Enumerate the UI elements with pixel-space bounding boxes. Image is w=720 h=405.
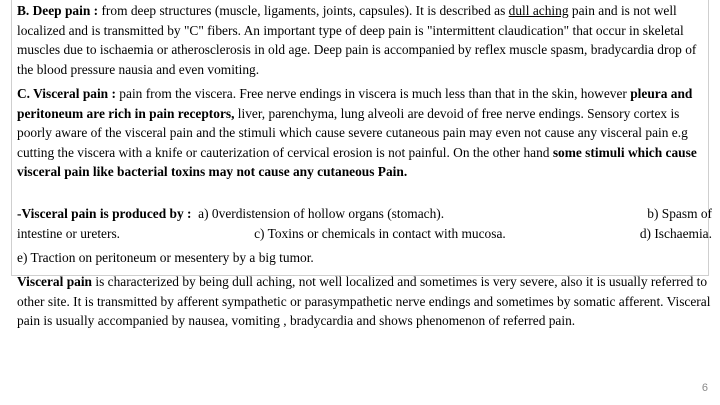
deep-pain-paragraph [17,1,712,79]
deep-pain-text-1: from deep structures (muscle, ligaments, joints, capsules). It is described as [98,3,509,18]
produced-by-heading: -Visceral pain is produced by : [17,206,192,221]
characterized-paragraph [17,272,712,331]
cause-e: e) Traction on peritoneum or mesentery by a big tumor. [17,250,314,265]
slide-number: 6 [701,382,708,394]
cause-c: c) Toxins or chemicals in contact with mucosa. [254,225,506,241]
deep-pain-heading: B. Deep pain : [17,3,99,18]
cause-d: d) Ischaemia. [639,225,712,241]
produced-by-line-2 [17,224,712,244]
visceral-pain-paragraph [17,84,712,182]
characterized-heading: Visceral pain [17,274,93,289]
deep-pain-text-2: pain and is not well localized and is transmitted by "C" fibers. An important type of deep pain is "intermittent claudication" that occur in skeletal muscles due to ischaemia or atherosclerosis in old age. Deep pain is accompanied by reflex muscle spasm, bradycardia drop of the blood pressure nausia and even vomiting. [17,3,697,77]
cause-b-continued: intestine or ureters. [17,225,120,241]
cause-b: b) Spasm of [647,206,712,221]
produced-by-line-1 [17,204,712,224]
visceral-pain-text-1: pain from the viscera. Free nerve endings in viscera is much less than that in the skin, however [115,86,631,101]
visceral-pain-text-2: liver, parenchyma, lung alveoli are devoid of free nerve endings. Sensory cortex is poorly aware of the visceral pain and the stimuli which cause severe cutaneous pain may even not cause any visceral pain e.g cutting the viscera with a knife or cauterization of cervical erosion is not painful. On the other hand [17,105,688,160]
visceral-pain-heading: C. Visceral pain : [17,86,116,101]
produced-by-list [17,204,712,243]
visceral-pain-bold-2: some stimuli which cause visceral pain like bacterial toxins may not cause any cutaneous Pain. [17,144,697,179]
characterized-text: is characterized by being dull aching, not well localized and sometimes is very severe, also it is usually referred to other site. It is transmitted by afferent sympathetic or parasympathetic nerve endings and sometimes by somatic afferent. Visceral pain is usually accompanied by nausea, vomiting , bradycardia and shows phenomenon of referred pain. [17,274,711,328]
visceral-pain-bold-1: pleura and peritoneum are rich in pain receptors, [17,86,693,121]
dull-aching-underlined: dull aching [508,3,569,18]
cause-a: a) 0verdistension of hollow organs (stomach). [198,206,445,221]
